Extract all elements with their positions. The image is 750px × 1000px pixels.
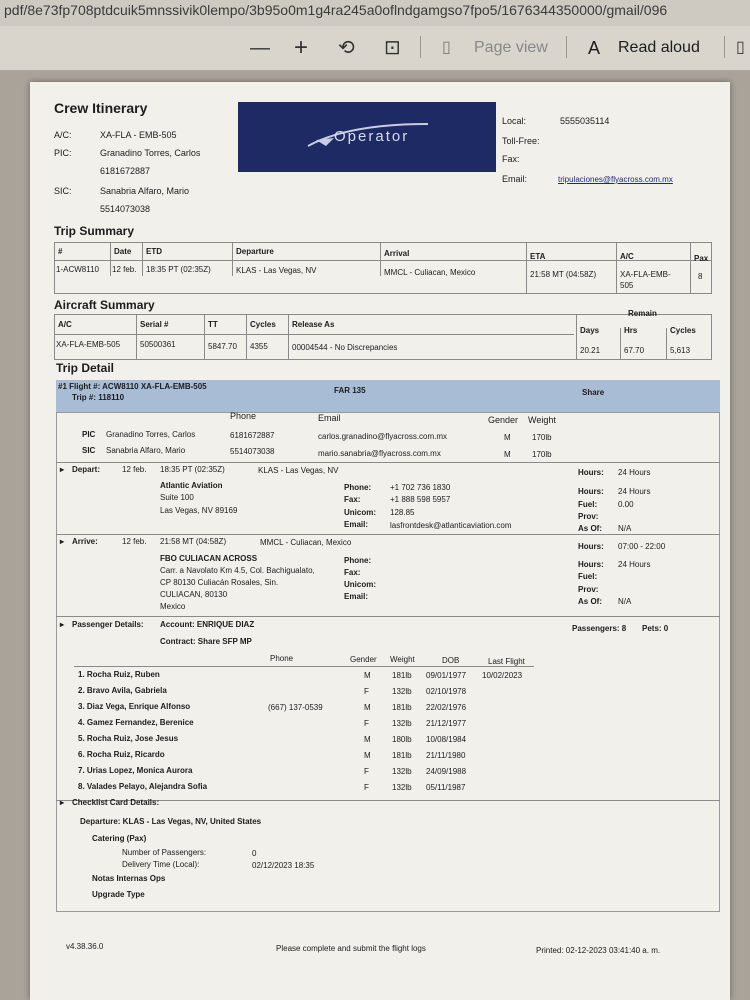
arrive-chevron-icon[interactable]: ▸ (60, 537, 65, 546)
crew-header-gender: Gender (488, 415, 519, 425)
ac-value: XA-FLA - EMB-505 (100, 130, 177, 140)
as-row-release: 00004544 - No Discrepancies (292, 343, 398, 352)
checklist-chevron-icon[interactable]: ▸ (60, 798, 65, 807)
page-title: Crew Itinerary (54, 100, 148, 116)
tollfree-label: Toll-Free: (502, 136, 540, 146)
as-row-serial: 50500361 (140, 340, 176, 349)
toolbar-divider (420, 36, 421, 58)
pic-label: PIC: (54, 148, 72, 158)
passenger-gender: F (364, 719, 369, 728)
depart-fax: +1 888 598 5957 (390, 495, 451, 504)
passenger-dob: 24/09/1988 (426, 767, 467, 776)
as-row-cycles: 4355 (250, 342, 268, 351)
depart-fax-label: Fax: (344, 495, 361, 504)
crew-role: SIC (82, 446, 96, 455)
ts-header-date: Date (114, 247, 132, 256)
toolbar-divider (566, 36, 567, 58)
zoom-out-button[interactable]: — (250, 37, 270, 59)
operator-logo (238, 102, 496, 172)
passenger-gender: F (364, 767, 369, 776)
page-view-icon: ▯ (442, 39, 451, 56)
trip-detail-title: Trip Detail (56, 361, 115, 375)
trip-number: Trip #: 118110 (72, 393, 125, 402)
arrive-time: 21:58 MT (04:58Z) (160, 537, 227, 546)
operator-email-link[interactable]: tripulaciones@flyacross.com.mx (558, 175, 673, 184)
depart-time: 18:35 PT (02:35Z) (160, 465, 225, 474)
share-label: Share (582, 388, 605, 397)
depart-chevron-icon[interactable]: ▸ (60, 465, 65, 474)
ac-label: A/C: (54, 130, 72, 140)
depart-fbo: Atlantic Aviation (160, 481, 223, 490)
pax-header-dob: DOB (442, 656, 460, 665)
crew-name: Granadino Torres, Carlos (106, 430, 196, 439)
depart-unicom: 128.85 (390, 508, 415, 517)
passenger-weight: 132lb (392, 783, 412, 792)
passenger-gender: M (364, 703, 371, 712)
as-header-serial: Serial # (140, 320, 169, 329)
crew-gender: M (504, 433, 511, 442)
passenger-dob: 21/11/1980 (426, 751, 466, 760)
more-icon[interactable]: ▯ (736, 39, 745, 56)
passenger-name: 7. Urias Lopez, Monica Aurora (78, 766, 193, 775)
passenger-weight: 181lb (392, 751, 412, 760)
ts-header-num: # (58, 247, 63, 256)
passenger-name: 3. Diaz Vega, Enrique Alfonso (78, 702, 191, 711)
as-row-tt: 5847.70 (208, 342, 237, 351)
depart-asof-label: As Of: (578, 524, 602, 533)
arrive-hours2: 24 Hours (618, 560, 651, 569)
ts-header-pax: Pax (694, 254, 709, 263)
as-row-days: 20.21 (580, 346, 601, 355)
checklist-label: Checklist Card Details: (72, 798, 160, 807)
as-row-rcycles: 5,613 (670, 346, 691, 355)
ts-row-arrival: MMCL - Culiacan, Mexico (384, 268, 476, 277)
as-header-cycles: Cycles (250, 320, 276, 329)
pax-account: Account: ENRIQUE DIAZ (160, 620, 255, 629)
passenger-weight: 132lb (392, 719, 412, 728)
pax-header-gender: Gender (350, 655, 377, 664)
depart-addr1: Suite 100 (160, 493, 194, 502)
ts-row-etd: 18:35 PT (02:35Z) (146, 265, 211, 274)
passenger-dob: 02/10/1978 (426, 687, 467, 696)
as-header-hrs: Hrs (624, 326, 638, 335)
arrive-date: 12 feb. (122, 537, 147, 546)
passenger-name: 1. Rocha Ruiz, Ruben (78, 670, 160, 679)
arrive-addr3: CULIACAN, 80130 (160, 590, 228, 599)
checklist-num-label: Number of Passengers: (122, 848, 207, 857)
pic-name: Granadino Torres, Carlos (100, 148, 201, 158)
passenger-name: 8. Valades Pelayo, Alejandra Sofia (78, 782, 208, 791)
pets-count: Pets: 0 (642, 624, 669, 633)
arrive-unicom-label: Unicom: (344, 580, 376, 589)
as-header-release: Release As (292, 320, 335, 329)
passengers-count: Passengers: 8 (572, 624, 627, 633)
as-header-tt: TT (208, 320, 218, 329)
checklist-departure: Departure: KLAS - Las Vegas, NV, United States (80, 817, 262, 826)
arrive-hours2-label: Hours: (578, 560, 604, 569)
arrive-phone-label: Phone: (344, 556, 372, 565)
passenger-dob: 21/12/1977 (426, 719, 467, 728)
depart-date: 12 feb. (122, 465, 147, 474)
pax-header-weight: Weight (390, 655, 415, 664)
arrive-addr1: Carr. a Navolato Km 4.5, Col. Bachigualato, (160, 566, 315, 575)
sic-phone: 5514073038 (100, 204, 151, 214)
footer-version: v4.38.36.0 (66, 942, 104, 951)
as-header-ac: A/C (58, 320, 72, 329)
depart-addr2: Las Vegas, NV 89169 (160, 506, 238, 515)
ts-header-ac: A/C (620, 252, 634, 261)
passenger-name: 5. Rocha Ruiz, Jose Jesus (78, 734, 179, 743)
zoom-in-button[interactable]: + (294, 34, 309, 61)
local-value: 5555035114 (560, 116, 610, 126)
passenger-name: 4. Gamez Fernandez, Berenice (78, 718, 194, 727)
footer-message: Please complete and submit the flight logs (276, 944, 426, 953)
footer-printed: Printed: 02-12-2023 03:41:40 a. m. (536, 946, 661, 955)
arrive-addr2: CP 80130 Culiacán Rosales, Sin. (160, 578, 279, 587)
crew-email: mario.sanabria@flyacross.com.mx (318, 449, 441, 458)
depart-hours2: 24 Hours (618, 487, 651, 496)
email-label: Email: (502, 174, 528, 184)
crew-gender: M (504, 450, 511, 459)
logo-text: Operator (334, 128, 410, 145)
crew-email: carlos.granadino@flyacross.com.mx (318, 432, 448, 441)
aircraft-summary-title: Aircraft Summary (54, 298, 155, 312)
crew-weight: 170lb (532, 450, 552, 459)
arrive-fbo: FBO CULIACAN ACROSS (160, 554, 258, 563)
arrive-label: Arrive: (72, 537, 98, 546)
arrive-asof: N/A (618, 597, 632, 606)
arrive-addr4: Mexico (160, 602, 186, 611)
ts-row-pax: 8 (698, 272, 703, 281)
read-aloud-icon: A (588, 38, 601, 58)
ts-row-eta: 21:58 MT (04:58Z) (530, 270, 597, 279)
depart-prov-label: Prov: (578, 512, 599, 521)
passenger-weight: 181lb (392, 671, 412, 680)
passenger-gender: F (364, 687, 369, 696)
trip-summary-title: Trip Summary (54, 224, 135, 238)
as-header-remain: Remain (628, 309, 657, 318)
depart-phone: +1 702 736 1830 (390, 483, 451, 492)
checklist-upgrade: Upgrade Type (92, 890, 145, 899)
ts-row-ac: XA-FLA-EMB- (620, 270, 671, 279)
ts-row-num: 1-ACW8110 (56, 265, 99, 274)
passenger-name: 6. Rocha Ruiz, Ricardo (78, 750, 165, 759)
passenger-weight: 132lb (392, 687, 412, 696)
ts-header-eta: ETA (530, 252, 546, 261)
pax-contract: Contract: Share SFP MP (160, 637, 252, 646)
checklist-num: 0 (252, 849, 257, 858)
arrive-hours-label: Hours: (578, 542, 604, 551)
crew-header-weight: Weight (528, 415, 556, 425)
toolbar-divider (724, 36, 725, 58)
crew-role: PIC (82, 430, 96, 439)
depart-hours-label: Hours: (578, 468, 604, 477)
depart-hours2-label: Hours: (578, 487, 604, 496)
checklist-notas: Notas Internas Ops (92, 874, 166, 883)
arrive-airport: MMCL - Culiacan, Mexico (260, 538, 352, 547)
rotate-button[interactable]: ⟲ (338, 37, 355, 59)
passenger-dob: 09/01/1977 (426, 671, 467, 680)
depart-asof: N/A (618, 524, 632, 533)
passenger-dob: 22/02/1976 (426, 703, 467, 712)
arrive-asof-label: As Of: (578, 597, 602, 606)
passenger-phone: (667) 137-0539 (268, 703, 323, 712)
checklist-delivery-label: Delivery Time (Local): (122, 860, 200, 869)
arrive-fax-label: Fax: (344, 568, 361, 577)
flight-line: #1 Flight #: ACW8110 XA-FLA-EMB-505 (58, 382, 207, 391)
depart-phone-label: Phone: (344, 483, 372, 492)
depart-email: lasfrontdesk@atlanticaviation.com (390, 521, 512, 530)
as-header-rcycles: Cycles (670, 326, 696, 335)
pax-header-phone: Phone (270, 654, 294, 663)
passenger-weight: 132lb (392, 767, 412, 776)
passenger-dob: 05/11/1987 (426, 783, 466, 792)
ts-row-departure: KLAS - Las Vegas, NV (236, 266, 317, 275)
crew-phone: 5514073038 (230, 447, 275, 456)
depart-label: Depart: (72, 465, 101, 474)
crew-weight: 170lb (532, 433, 552, 442)
crew-phone: 6181672887 (230, 431, 275, 440)
depart-email-label: Email: (344, 520, 369, 529)
pax-details-label: Passenger Details: (72, 620, 144, 629)
passenger-weight: 181lb (392, 703, 412, 712)
pdf-page (30, 82, 730, 1000)
crew-header-phone: Phone (230, 411, 257, 421)
depart-fuel-label: Fuel: (578, 500, 598, 509)
sic-label: SIC: (54, 186, 72, 196)
arrive-fuel-label: Fuel: (578, 572, 598, 581)
fax-label: Fax: (502, 154, 520, 164)
arrive-email-label: Email: (344, 592, 369, 601)
pax-header-last: Last Flight (488, 657, 525, 666)
passenger-name: 2. Bravo Avila, Gabriela (78, 686, 167, 695)
crew-name: Sanabria Alfaro, Mario (106, 446, 186, 455)
checklist-delivery: 02/12/2023 18:35 (252, 861, 315, 870)
passenger-gender: M (364, 671, 371, 680)
passenger-dob: 10/08/1984 (426, 735, 467, 744)
read-aloud-button[interactable]: Read aloud (618, 39, 700, 56)
passenger-last: 10/02/2023 (482, 671, 523, 680)
passenger-gender: M (364, 735, 371, 744)
pdf-toolbar (0, 26, 750, 70)
depart-airport: KLAS - Las Vegas, NV (258, 466, 339, 475)
depart-fuel: 0.00 (618, 500, 634, 509)
ts-header-etd: ETD (146, 247, 162, 256)
passenger-gender: F (364, 783, 369, 792)
far-label: FAR 135 (334, 386, 366, 395)
checklist-catering: Catering (Pax) (92, 834, 147, 843)
local-label: Local: (502, 116, 527, 126)
pax-chevron-icon[interactable]: ▸ (60, 620, 65, 629)
arrive-prov-label: Prov: (578, 585, 599, 594)
pic-phone: 6181672887 (100, 166, 151, 176)
arrive-hours: 07:00 - 22:00 (618, 542, 666, 551)
sic-name: Sanabria Alfaro, Mario (100, 186, 190, 196)
as-row-ac: XA-FLA-EMB-505 (56, 340, 121, 349)
depart-hours: 24 Hours (618, 468, 651, 477)
ts-header-departure: Departure (236, 247, 274, 256)
ts-header-arrival: Arrival (384, 249, 410, 258)
depart-unicom-label: Unicom: (344, 508, 376, 517)
page-view-button[interactable]: Page view (474, 39, 548, 56)
fit-page-button[interactable]: ⊡ (384, 37, 401, 59)
passenger-gender: M (364, 751, 371, 760)
ts-row-date: 12 feb. (112, 265, 137, 274)
crew-header-email: Email (318, 413, 341, 423)
ts-row-ac-cont: 505 (620, 281, 634, 290)
as-row-hrs: 67.70 (624, 346, 645, 355)
passenger-weight: 180lb (392, 735, 412, 744)
address-bar[interactable]: pdf/8e73fp708ptdcuik5mnssivik0lempo/3b95o0m1g4ra245a0oflndgamgso7fpo5/1676344350000/gmail/096 (0, 0, 750, 26)
as-header-days: Days (580, 326, 600, 335)
